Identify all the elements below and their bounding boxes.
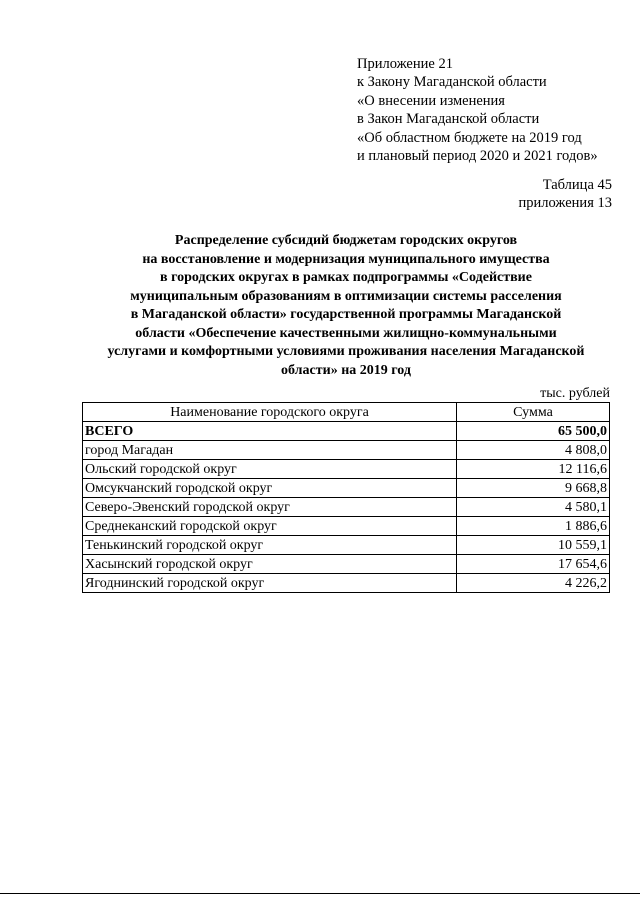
- district-sum: 4 226,2: [457, 574, 610, 593]
- title-line: услугами и комфортными условиями проживания населения Магаданской: [107, 344, 585, 359]
- header-sum: Сумма: [457, 403, 610, 422]
- district-sum: 4 580,1: [457, 498, 610, 517]
- title-line: области «Обеспечение качественными жилищно-коммунальными: [135, 325, 557, 341]
- district-sum: 17 654,6: [457, 555, 610, 574]
- district-name: Северо-Эвенский городской округ: [83, 498, 457, 517]
- appendix-header: [357, 55, 598, 165]
- table-reference: [519, 176, 612, 213]
- table-row: [83, 498, 610, 517]
- table-header-row: [83, 403, 610, 422]
- units-label: тыс. рублей: [540, 386, 610, 401]
- title-line: области» на 2019 год: [281, 362, 411, 378]
- district-sum: 10 559,1: [457, 536, 610, 555]
- title-line: на восстановление и модернизация муниципального имущества: [142, 251, 550, 267]
- appendix-line: «О внесении изменения: [357, 92, 505, 109]
- appendix-line: Приложение 21: [357, 56, 453, 72]
- table-row: [83, 479, 610, 498]
- district-sum: 4 808,0: [457, 441, 610, 460]
- table-total-row: [83, 422, 610, 441]
- bottom-scan-edge: [0, 893, 640, 894]
- table-row: [83, 460, 610, 479]
- title-line: Распределение субсидий бюджетам городских округов: [174, 233, 518, 248]
- table-number: Таблица 45: [542, 177, 612, 193]
- district-name: Ольский городской округ: [83, 460, 457, 479]
- district-name: город Магадан: [83, 441, 457, 460]
- district-name: Тенькинский городской округ: [83, 536, 457, 555]
- district-sum: 12 116,6: [457, 460, 610, 479]
- district-name: Ягоднинский городской округ: [83, 574, 457, 593]
- title-line: в Магаданской области» государственной программы Магаданской: [130, 307, 562, 322]
- table-row: [83, 574, 610, 593]
- table-row: [83, 536, 610, 555]
- appendix-number: приложения 13: [518, 195, 612, 212]
- appendix-line: «Об областном бюджете на 2019 год: [357, 129, 582, 146]
- document-title: [80, 232, 612, 380]
- district-name: Омсукчанский городской округ: [83, 479, 457, 498]
- title-line: муниципальным образованиям в оптимизации системы расселения: [130, 288, 562, 304]
- district-sum: 1 886,6: [457, 517, 610, 536]
- table-row: [83, 517, 610, 536]
- appendix-line: и плановый период 2020 и 2021 годов»: [357, 148, 598, 165]
- subsidy-table: [82, 402, 610, 593]
- total-sum: 65 500,0: [457, 422, 610, 441]
- title-line: в городских округах в рамках подпрограммы «Содействие: [160, 270, 532, 285]
- district-name: Хасынский городской округ: [83, 555, 457, 574]
- header-district-name: Наименование городского округа: [83, 403, 457, 422]
- table-row: [83, 555, 610, 574]
- appendix-line: к Закону Магаданской области: [357, 74, 547, 91]
- table-row: [83, 441, 610, 460]
- total-label: ВСЕГО: [83, 422, 457, 441]
- district-sum: 9 668,8: [457, 479, 610, 498]
- appendix-line: в Закон Магаданской области: [357, 111, 540, 128]
- district-name: Среднеканский городской округ: [83, 517, 457, 536]
